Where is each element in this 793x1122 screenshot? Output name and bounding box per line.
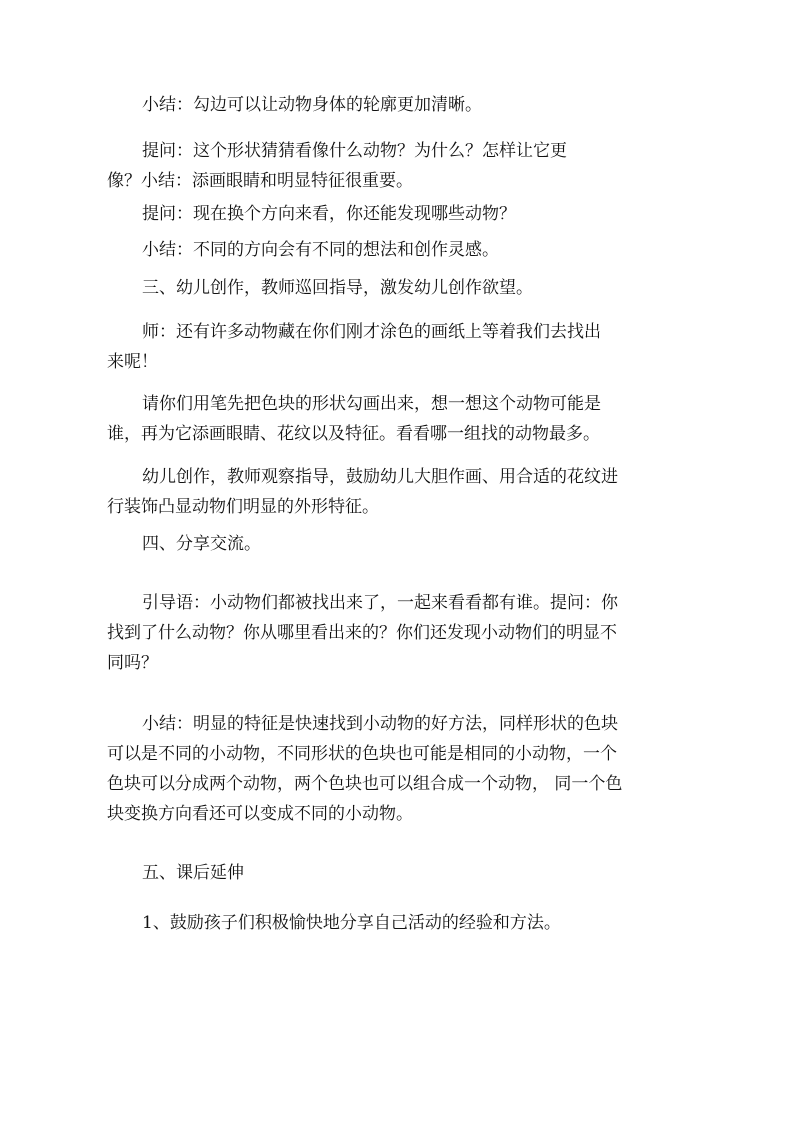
paragraph-guide	[107, 588, 683, 678]
text-line: 四、分享交流。	[142, 534, 261, 554]
text-line: 块变换方向看还可以变成不同的小动物。	[107, 804, 413, 824]
paragraph-question-shape	[107, 136, 683, 196]
paragraph-summary-features	[107, 709, 683, 829]
text-line: 同吗？	[107, 653, 158, 673]
text-line: 师：还有许多动物藏在你们刚才涂色的画纸上等着我们去找出	[142, 322, 601, 342]
paragraph-question-direction	[107, 199, 683, 229]
paragraph-extension-1	[107, 908, 683, 938]
paragraph-summary-outline	[107, 90, 683, 120]
text-line: 请你们用笔先把色块的形状勾画出来，想一想这个动物可能是	[142, 394, 601, 414]
text-line: 找到了什么动物？你从哪里看出来的？你们还发现小动物们的明显不	[107, 623, 617, 643]
section-heading-3	[107, 273, 683, 303]
text-line: 提问：这个形状猜猜看像什么动物？为什么？怎样让它更	[142, 141, 567, 161]
text-line: 提问：现在换个方向来看，你还能发现哪些动物？	[142, 204, 516, 224]
paragraph-summary-direction	[107, 235, 683, 265]
section-heading-4	[107, 529, 683, 559]
text-line: 1、鼓励孩子们积极愉快地分享自己活动的经验和方法。	[142, 913, 561, 933]
text-line: 行装饰凸显动物们明显的外形特征。	[107, 497, 379, 517]
section-heading-5	[107, 858, 683, 888]
text-line: 小结：勾边可以让动物身体的轮廓更加清晰。	[142, 95, 482, 115]
text-line: 像？小结：添画眼睛和明显特征很重要。	[107, 171, 413, 191]
text-line: 色块可以分成两个动物，两个色块也可以组合成一个动物， 同一个色	[107, 774, 623, 794]
text-line: 来呢！	[107, 352, 158, 372]
text-line: 小结：不同的方向会有不同的想法和创作灵感。	[142, 240, 499, 260]
text-line: 三、幼儿创作，教师巡回指导，激发幼儿创作欲望。	[142, 278, 533, 298]
paragraph-teacher	[107, 317, 683, 377]
text-line: 引导语：小动物们都被找出来了，一起来看看都有谁。提问：你	[142, 593, 618, 613]
text-line: 五、课后延伸	[142, 863, 244, 883]
text-line: 小结：明显的特征是快速找到小动物的好方法，同样形状的色块	[142, 714, 618, 734]
text-line: 谁，再为它添画眼睛、花纹以及特征。看看哪一组找的动物最多。	[107, 424, 600, 444]
text-line: 幼儿创作，教师观察指导，鼓励幼儿大胆作画、用合适的花纹进	[142, 467, 618, 487]
paragraph-children-create	[107, 462, 683, 522]
text-line: 可以是不同的小动物，不同形状的色块也可能是相同的小动物，一个	[107, 744, 617, 764]
paragraph-instruction	[107, 389, 683, 449]
